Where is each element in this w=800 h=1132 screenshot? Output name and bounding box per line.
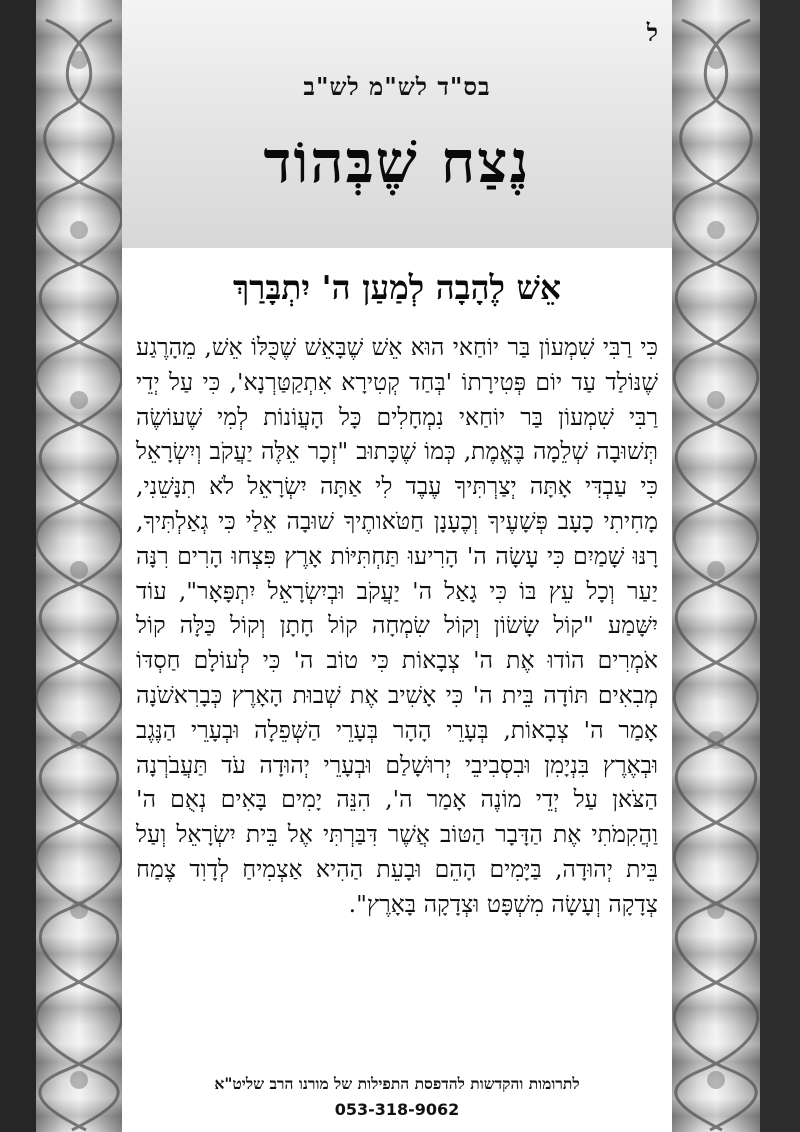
section-subtitle: אֵשׁ לֶהָבָה לְמַעַן ה' יִתְבָּרַךְ	[232, 268, 562, 307]
ornamental-border-right	[672, 0, 760, 1132]
page-title: נֶצַח שֶׁבְּהוֹד	[263, 128, 531, 196]
page-edge-left	[0, 0, 36, 1132]
title-band	[122, 0, 672, 248]
page-edge-right	[760, 0, 800, 1132]
content-panel	[122, 0, 672, 1132]
donations-note: לתרומות והקדשות להדפסת התפילות של מורנו הרב שליט"א	[214, 1074, 580, 1093]
body-paragraph: כִּי רַבִּי שִׁמְעוֹן בַּר יוֹחַאי הוּא אֵשׁ שֶׁבָּאֵשׁ שֶׁכֻּלּוֹ אֵשׁ, מֵהָרֶגַע שֶׁנּוֹלַד עַד יוֹם פְּטִירָתוֹ 'בְּחַד קְטִירָא אִתְקַטַּרְנָא', כִּי עַל יְדֵי רַבִּי שִׁמְעוֹן בַּר יוֹחַאי נִמְחָלִים כָּל הָעֲוֹנוֹת לְמִי שֶׁעוֹשֶׂה תְּשׁוּבָה שְׁלֵמָה בֶּאֱמֶת, כְּמוֹ שֶׁכָּתוּב "זְכָר אֵלֶּה יַעֲקֹב וְיִשְׂרָאֵל כִּי עַבְדִּי אָתָּה יְצַרְתִּיךָ עֶבֶד לִי אַתָּה יִשְׂרָאֵל לֹא תִנָּשֵׁנִי, מָחִיתִי כָעָב פְּשָׁעֶיךָ וְכֶעָנָן חַטֹּאותֶיךָ שׁוּבָה אֵלַי כִּי גְאַלְתִּיךָ, רָנּוּ שָׁמַיִם כִּי עָשָׂה ה' הָרִיעוּ תַּחְתִּיּוֹת אָרֶץ פִּצְחוּ הָרִים רִנָּה יַעַר וְכָל עֵץ בּוֹ כִּי גָאַל ה' יַעֲקֹב וּבְיִשְׂרָאֵל יִתְפָּאָר", עוֹד יִשָּׁמַע "קוֹל שָׂשׂוֹן וְקוֹל שִׂמְחָה קוֹל חָתָן וְקוֹל כַּלָּה קוֹל אֹמְרִים הוֹדוּ אֶת ה' צְבָאוֹת כִּי טוֹב ה' כִּי לְעוֹלָם חַסְדּוֹ מְבִאִים תּוֹדָה בֵּית ה' כִּי אָשִׁיב אֶת שְׁבוּת הָאָרֶץ כְּבָרִאשֹׁנָה אָמַר ה' צְבָאוֹת, בְּעָרֵי הָהָר בְּעָרֵי הַשְּׁפֵלָה וּבְעָרֵי הַנֶּגֶב וּבְאֶרֶץ בִּנְיָמִן וּבִסְבִיבֵי יְרוּשָׁלַם וּבְעָרֵי יְהוּדָה עֹד תַּעֲבֹרְנָה הַצֹּאן עַל יְדֵי מוֹנֶה אָמַר ה', הִנֵּה יָמִים בָּאִים נְאֻם ה' וַהֲקִמֹתִי אֶת הַדָּבָר הַטּוֹב אֲשֶׁר דִּבַּרְתִּי אֶל בֵּית יִשְׂרָאֵל וְעַל בֵּית יְהוּדָה, בַּיָּמִים הָהֵם וּבָעֵת הַהִיא אַצְמִיחַ לְדָוִד צֶמַח צְדָקָה וְעָשָׂה מִשְׁפָּט וּצְדָקָה בָּאָרֶץ".	[136, 333, 658, 918]
ornamental-border-left	[36, 0, 122, 1132]
phone-number: 053-318-9062	[334, 1100, 460, 1119]
bsd-header: בס"ד לש"מ לש"ב	[303, 72, 491, 101]
page-mark: ל	[646, 18, 658, 47]
